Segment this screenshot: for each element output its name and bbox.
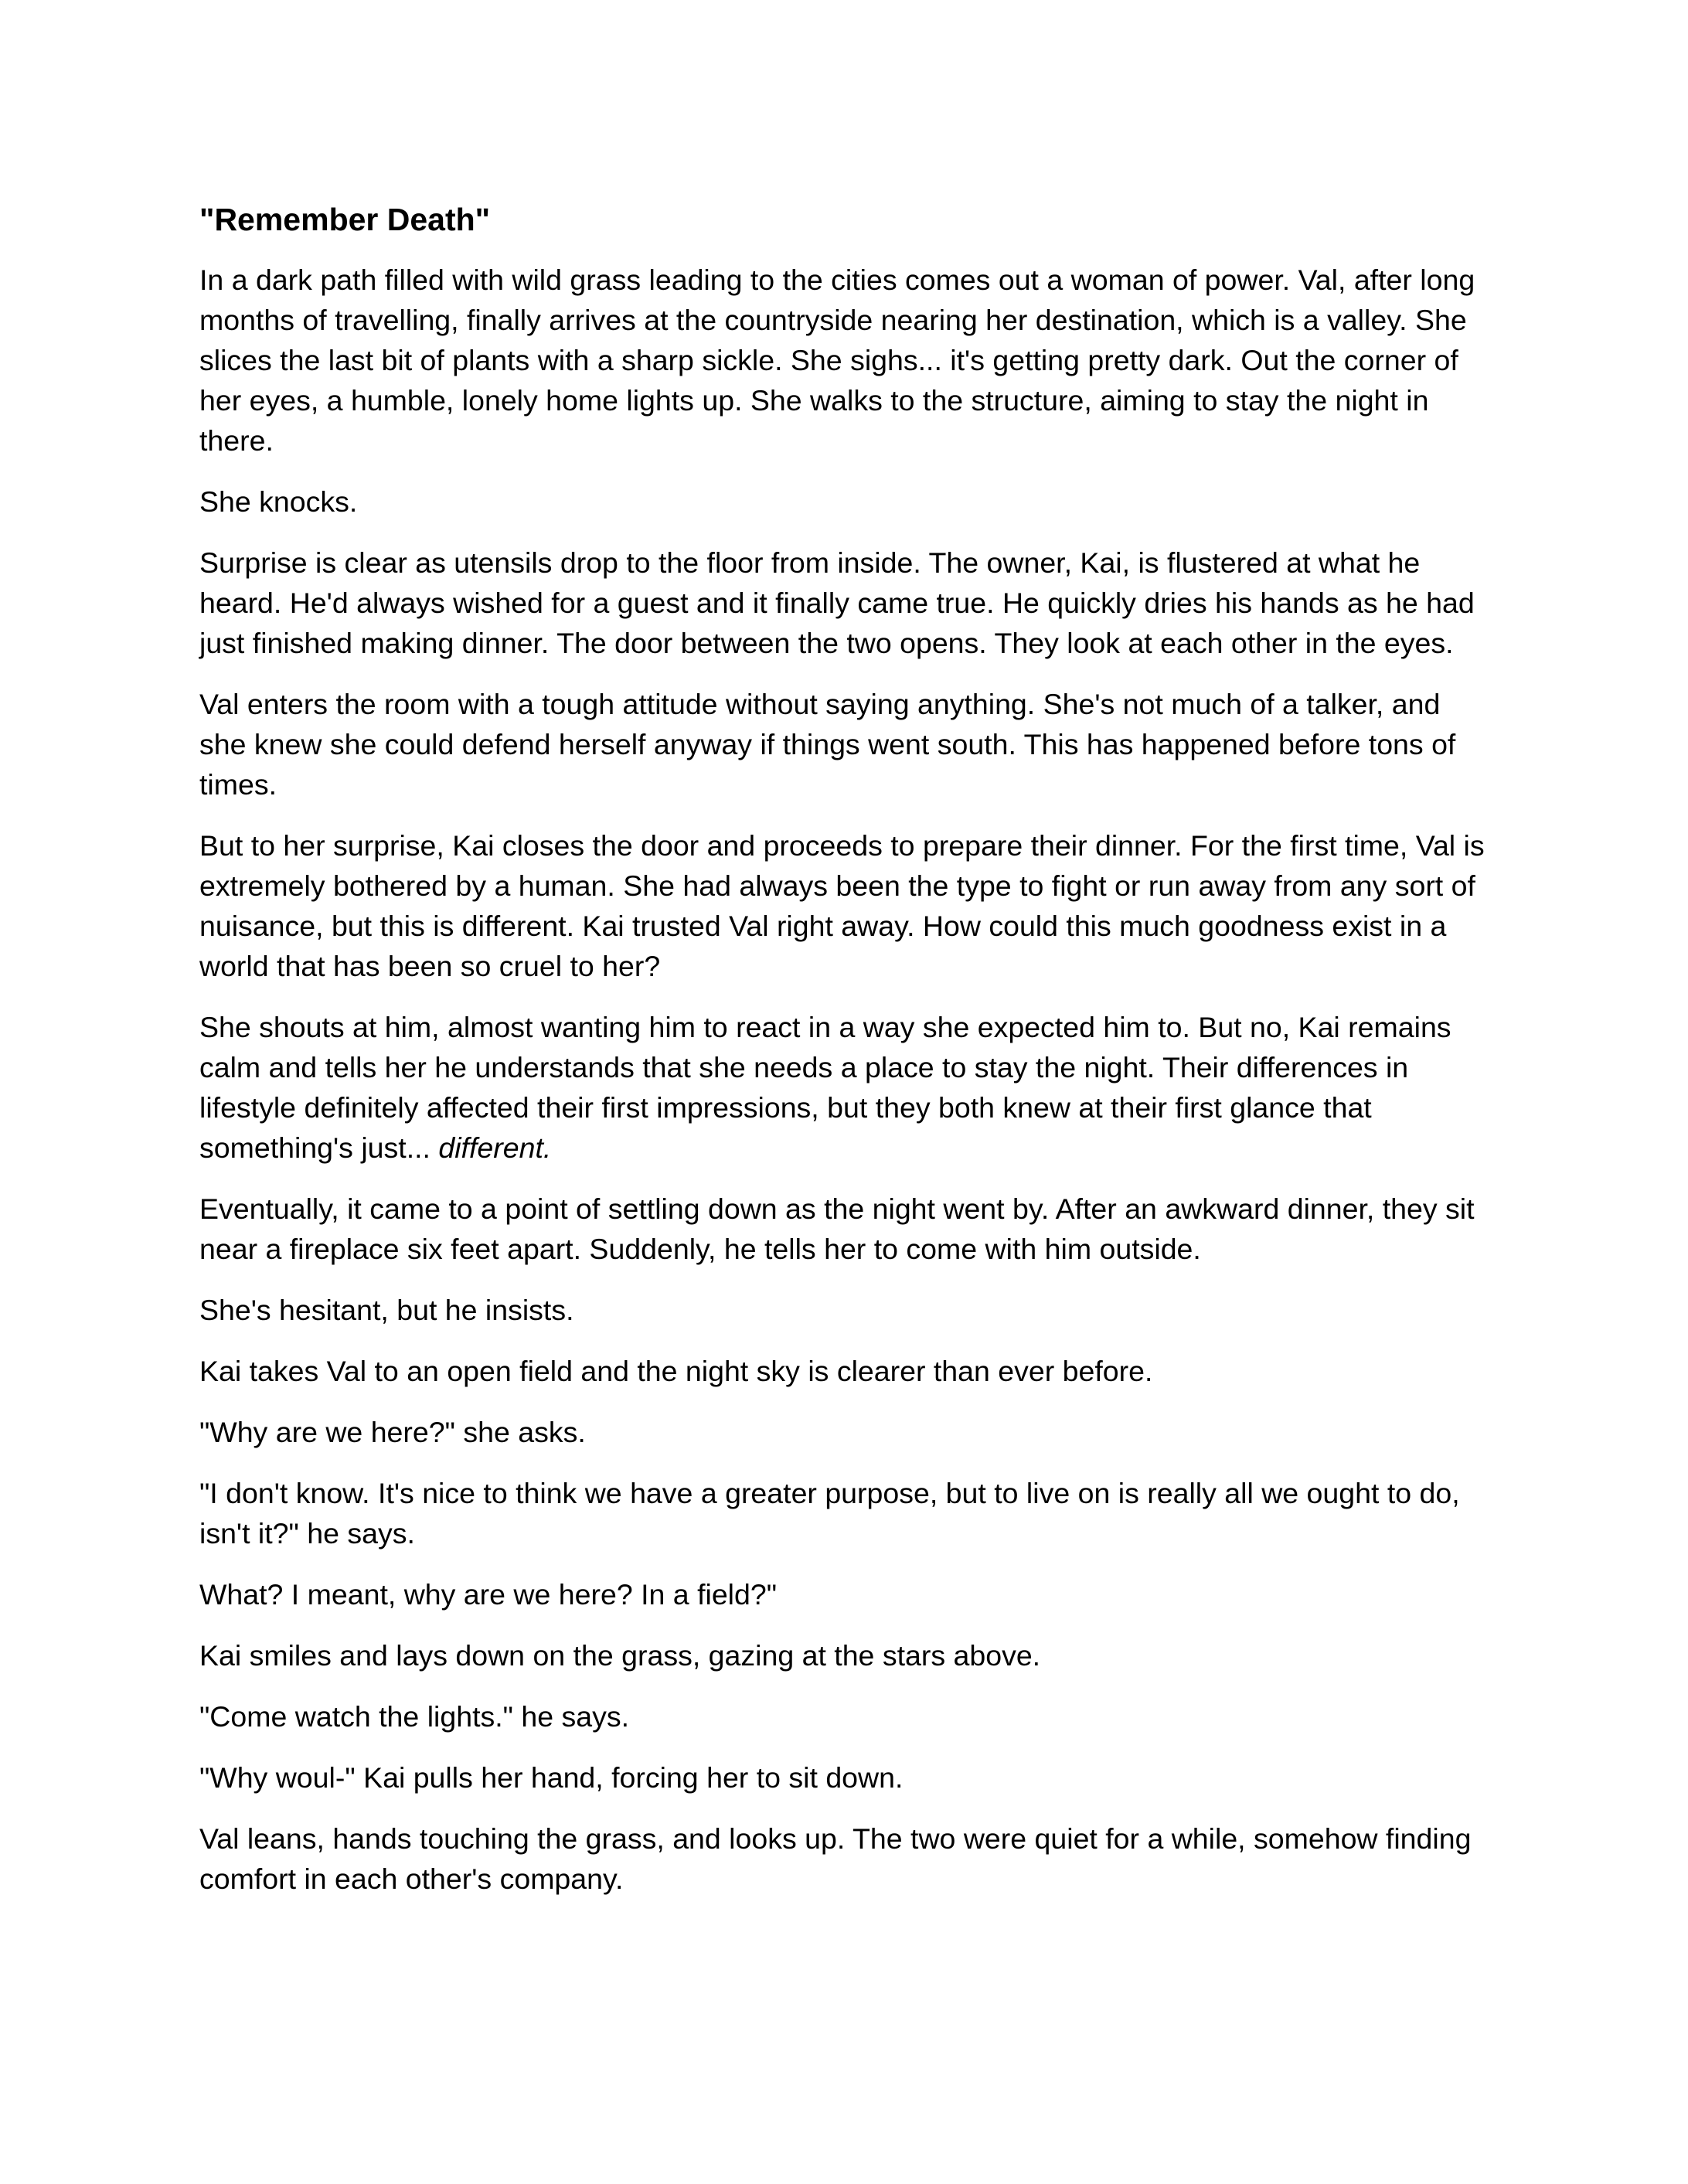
story-paragraph (199, 684, 1489, 805)
text-segment: "Why woul-" Kai pulls her hand, forcing her to sit down. (199, 1761, 904, 1794)
text-segment: Surprise is clear as utensils drop to the floor from inside. The owner, Kai, is flustered at what he heard. He'd always wished for a guest and it finally came true. He quickly dries his hands as he had just finished making dinner. The door between the two opens. They look at each other in the eyes. (199, 546, 1475, 659)
story-paragraph (199, 1412, 1489, 1452)
story-paragraph (199, 825, 1489, 986)
story-paragraph (199, 1351, 1489, 1391)
story-paragraph (199, 1818, 1489, 1899)
text-segment: Eventually, it came to a point of settling down as the night went by. After an awkward dinner, they sit near a fireplace six feet apart. Suddenly, he tells her to come with him outside. (199, 1192, 1475, 1265)
story-paragraph (199, 1473, 1489, 1553)
italic-text-segment: different. (438, 1131, 552, 1164)
text-segment: She shouts at him, almost wanting him to react in a way she expected him to. But no, Kai remains calm and tells her he understands that she needs a place to stay the night. Their differences in lifestyle definitely affected their first impressions, but they both knew at their first glance that something's just... (199, 1011, 1451, 1164)
text-segment: Val enters the room with a tough attitude without saying anything. She's not much of a talker, and she knew she could defend herself anyway if things went south. This has happened before tons of times. (199, 688, 1456, 801)
story-paragraph (199, 1696, 1489, 1737)
text-segment: "Why are we here?" she asks. (199, 1416, 586, 1448)
story-paragraph (199, 1290, 1489, 1330)
text-segment: Val leans, hands touching the grass, and looks up. The two were quiet for a while, somehow finding comfort in each other's company. (199, 1822, 1472, 1895)
text-segment: "Come watch the lights." he says. (199, 1700, 630, 1733)
text-segment: But to her surprise, Kai closes the door and proceeds to prepare their dinner. For the first time, Val is extremely bothered by a human. She had always been the type to fight or run away from any sort of nuisance, but this is different. Kai trusted Val right away. How could this much goodness exist in a world that has been so cruel to her? (199, 829, 1485, 982)
text-segment: In a dark path filled with wild grass leading to the cities comes out a woman of power. Val, after long months of travelling, finally arrives at the countryside nearing her destination, which is a valley. She slices the last bit of plants with a sharp sickle. She sighs... it's getting pretty dark. Out the corner of her eyes, a humble, lonely home lights up. She walks to the structure, aiming to stay the night in there. (199, 264, 1475, 457)
story-paragraph (199, 481, 1489, 522)
document-body (199, 199, 1489, 1920)
story-paragraph (199, 1574, 1489, 1614)
text-segment: Kai smiles and lays down on the grass, gazing at the stars above. (199, 1639, 1041, 1672)
story-paragraph (199, 1007, 1489, 1168)
text-segment: She knocks. (199, 485, 358, 518)
text-segment: What? I meant, why are we here? In a field?" (199, 1578, 778, 1611)
paragraph-list (199, 260, 1489, 1899)
story-paragraph (199, 260, 1489, 461)
document-title: "Remember Death" (199, 202, 491, 237)
text-segment: She's hesitant, but he insists. (199, 1294, 574, 1326)
text-segment: "I don't know. It's nice to think we have a greater purpose, but to live on is really all we ought to do, isn't it?" he says. (199, 1477, 1460, 1550)
story-paragraph (199, 543, 1489, 663)
text-segment: Kai takes Val to an open field and the night sky is clearer than ever before. (199, 1355, 1153, 1387)
story-paragraph (199, 1757, 1489, 1798)
story-paragraph (199, 1635, 1489, 1675)
story-paragraph (199, 1189, 1489, 1269)
